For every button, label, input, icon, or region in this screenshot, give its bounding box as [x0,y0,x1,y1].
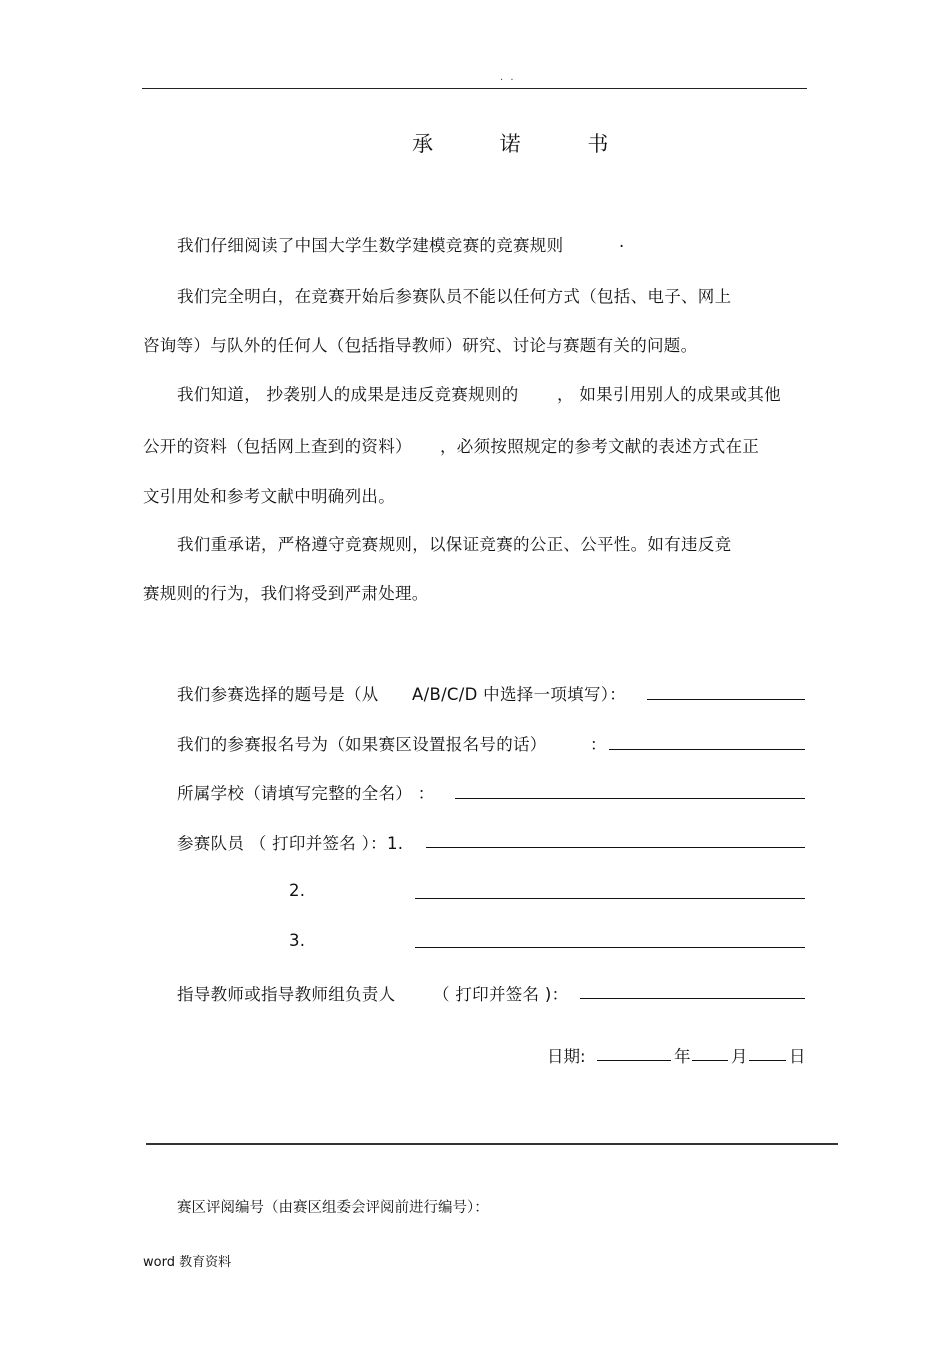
advisor-blank[interactable] [580,998,805,999]
team-member-1-blank[interactable] [426,847,805,848]
paragraph-line: 公开的资料（包括网上查到的资料） [143,437,412,456]
team-member-1-label: 参赛队员 （ 打印并签名 ）：1. [177,834,404,853]
paragraph-line: ，必须按照规定的参考文献的表述方式在正 [440,437,760,456]
paragraph-line: 咨询等）与队外的任何人（包括指导教师）研究、讨论与赛题有关的问题。 [143,336,698,355]
team-member-3-blank[interactable] [415,947,805,948]
advisor-label: 指导教师或指导教师组负责人 [177,985,396,1004]
date-label: 日期: [547,1047,586,1066]
date-month-blank[interactable] [692,1060,728,1061]
registration-number-label: 我们的参赛报名号为（如果赛区设置报名号的话） [177,735,547,754]
paragraph-line: 文引用处和参考文献中明确列出。 [143,487,395,506]
advisor-label-sign: （ 打印并签名 )： [433,985,569,1004]
team-member-2-blank[interactable] [415,898,805,899]
footer-note: word 教育资料 [143,1255,232,1270]
paragraph-line: ， 如果引用别人的成果或其他 [557,385,781,404]
date-day-unit: 日 [789,1047,806,1066]
paragraph-line: . [619,232,625,251]
document-title: 承 诺 书 [412,132,639,156]
footer-divider [146,1143,838,1145]
header-divider [142,88,807,89]
header-dots: . . [500,72,516,83]
team-member-3-label: 3. [289,931,306,950]
school-blank[interactable] [455,798,805,799]
paragraph-line: 我们知道， 抄袭别人的成果是违反竞赛规则的 [177,385,519,404]
team-member-2-label: 2. [289,881,306,900]
paragraph-line: 我们重承诺，严格遵守竞赛规则，以保证竞赛的公正、公平性。如有违反竞 [177,535,732,554]
school-label: 所属学校（请填写完整的全名） ： [177,784,435,803]
paragraph-line: 我们完全明白，在竞赛开始后参赛队员不能以任何方式（包括、电子、网上 [177,287,732,306]
registration-number-colon: ： [590,735,607,754]
date-year-blank[interactable] [597,1060,671,1061]
paragraph-line: 我们仔细阅读了中国大学生数学建模竞赛的竞赛规则 [177,236,564,255]
paragraph-line: 赛规则的行为，我们将受到严肃处理。 [143,584,429,603]
problem-number-label: 我们参赛选择的题号是（从 [177,685,379,704]
problem-number-label-choices: A/B/C/D 中选择一项填写）： [412,685,627,704]
problem-number-blank[interactable] [647,699,805,700]
registration-number-blank[interactable] [609,749,805,750]
date-day-blank[interactable] [749,1060,786,1061]
review-number-label: 赛区评阅编号（由赛区组委会评阅前进行编号）： [177,1200,489,1216]
date-month-unit: 月 [731,1047,748,1066]
date-year-unit: 年 [674,1047,691,1066]
